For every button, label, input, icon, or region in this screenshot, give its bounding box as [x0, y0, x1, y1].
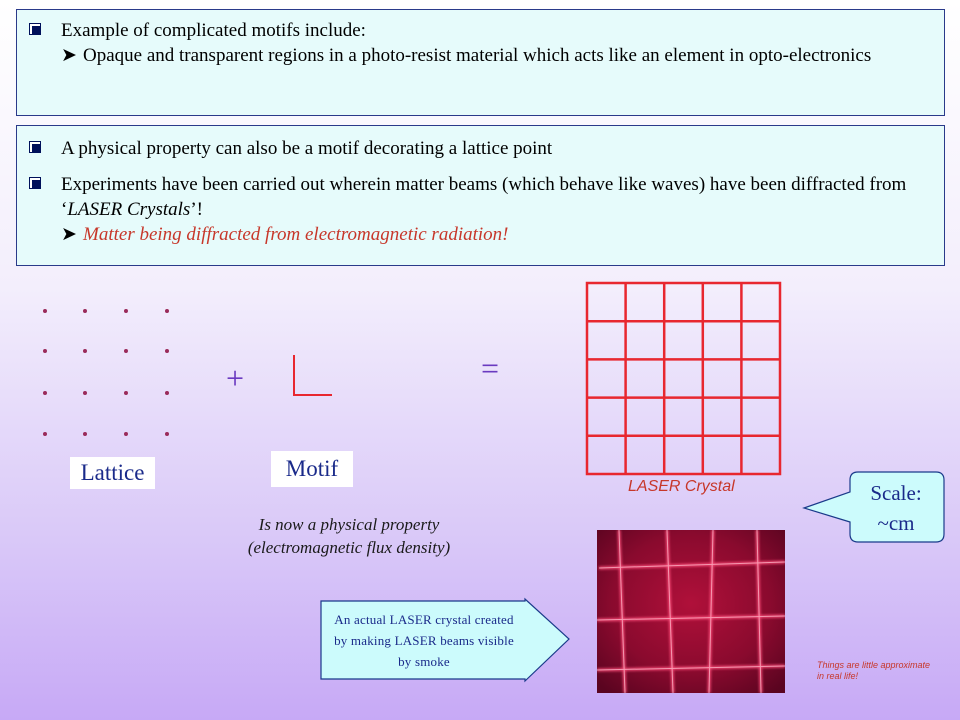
- square-bullet-icon: [29, 23, 41, 35]
- lattice-point: [124, 432, 128, 436]
- scale-text: [850, 478, 942, 538]
- lattice-point: [43, 349, 47, 353]
- actual-crystal-text: An actual LASER crystal created by making LASER beams visible by smoke: [334, 612, 514, 669]
- bullet-text-end: ’!: [190, 199, 203, 220]
- sub-bullet-text: Matter being diffracted from electromagnetic radiation!: [83, 224, 509, 245]
- scale-label: Scale:: [870, 481, 922, 505]
- lattice-point: [124, 309, 128, 313]
- lattice-point: [83, 349, 87, 353]
- lattice-point: [165, 349, 169, 353]
- bullet-item: [29, 136, 934, 161]
- lattice-point: [165, 432, 169, 436]
- laser-crystal-grid: [584, 280, 784, 478]
- arrow-bullet-icon: ➤: [61, 224, 77, 245]
- square-bullet-icon: [29, 177, 41, 189]
- arrow-bullet-icon: ➤: [61, 45, 77, 66]
- physical-property-text-box: [16, 125, 945, 266]
- motif-shape: [288, 353, 336, 399]
- sub-bullet-item: [29, 43, 934, 68]
- lattice-point: [165, 391, 169, 395]
- sub-bullet-text: Opaque and transparent regions in a photo-resist material which acts like an element in opto-electronics: [83, 45, 872, 66]
- bullet-item: [29, 172, 934, 247]
- bullet-text: Example of complicated motifs include:: [61, 20, 366, 41]
- approximation-note: Things are little approximate in real life!: [817, 660, 931, 681]
- lattice-point: [43, 309, 47, 313]
- lattice-point: [43, 391, 47, 395]
- equals-sign: =: [481, 350, 500, 386]
- bullet-text: Experiments have been carried out wherein matter beams (which behave like waves) have been diffracted from ‘: [61, 174, 907, 220]
- caption-line: Is now a physical property: [258, 515, 440, 534]
- bullet-item: [29, 18, 934, 43]
- lattice-point: [43, 432, 47, 436]
- plus-sign: +: [226, 360, 245, 396]
- laser-crystal-photo: [597, 530, 785, 693]
- lattice-point: [83, 432, 87, 436]
- physical-property-caption: [214, 513, 484, 559]
- lattice-point: [124, 391, 128, 395]
- bullet-text: A physical property can also be a motif decorating a lattice point: [61, 138, 553, 159]
- scale-value: ~cm: [877, 511, 915, 535]
- lattice-label: Lattice: [70, 457, 155, 489]
- sub-bullet-item: [61, 222, 934, 247]
- lattice-point: [124, 349, 128, 353]
- laser-crystal-caption: LASER Crystal: [628, 478, 735, 495]
- motif-label: Motif: [271, 451, 353, 487]
- lattice-point: [83, 391, 87, 395]
- laser-crystals-emphasis: LASER Crystals: [67, 199, 191, 220]
- square-bullet-icon: [29, 141, 41, 153]
- lattice-point: [83, 309, 87, 313]
- caption-line: (electromagnetic flux density): [247, 538, 451, 557]
- motifs-text-box: [16, 9, 945, 116]
- lattice-point: [165, 309, 169, 313]
